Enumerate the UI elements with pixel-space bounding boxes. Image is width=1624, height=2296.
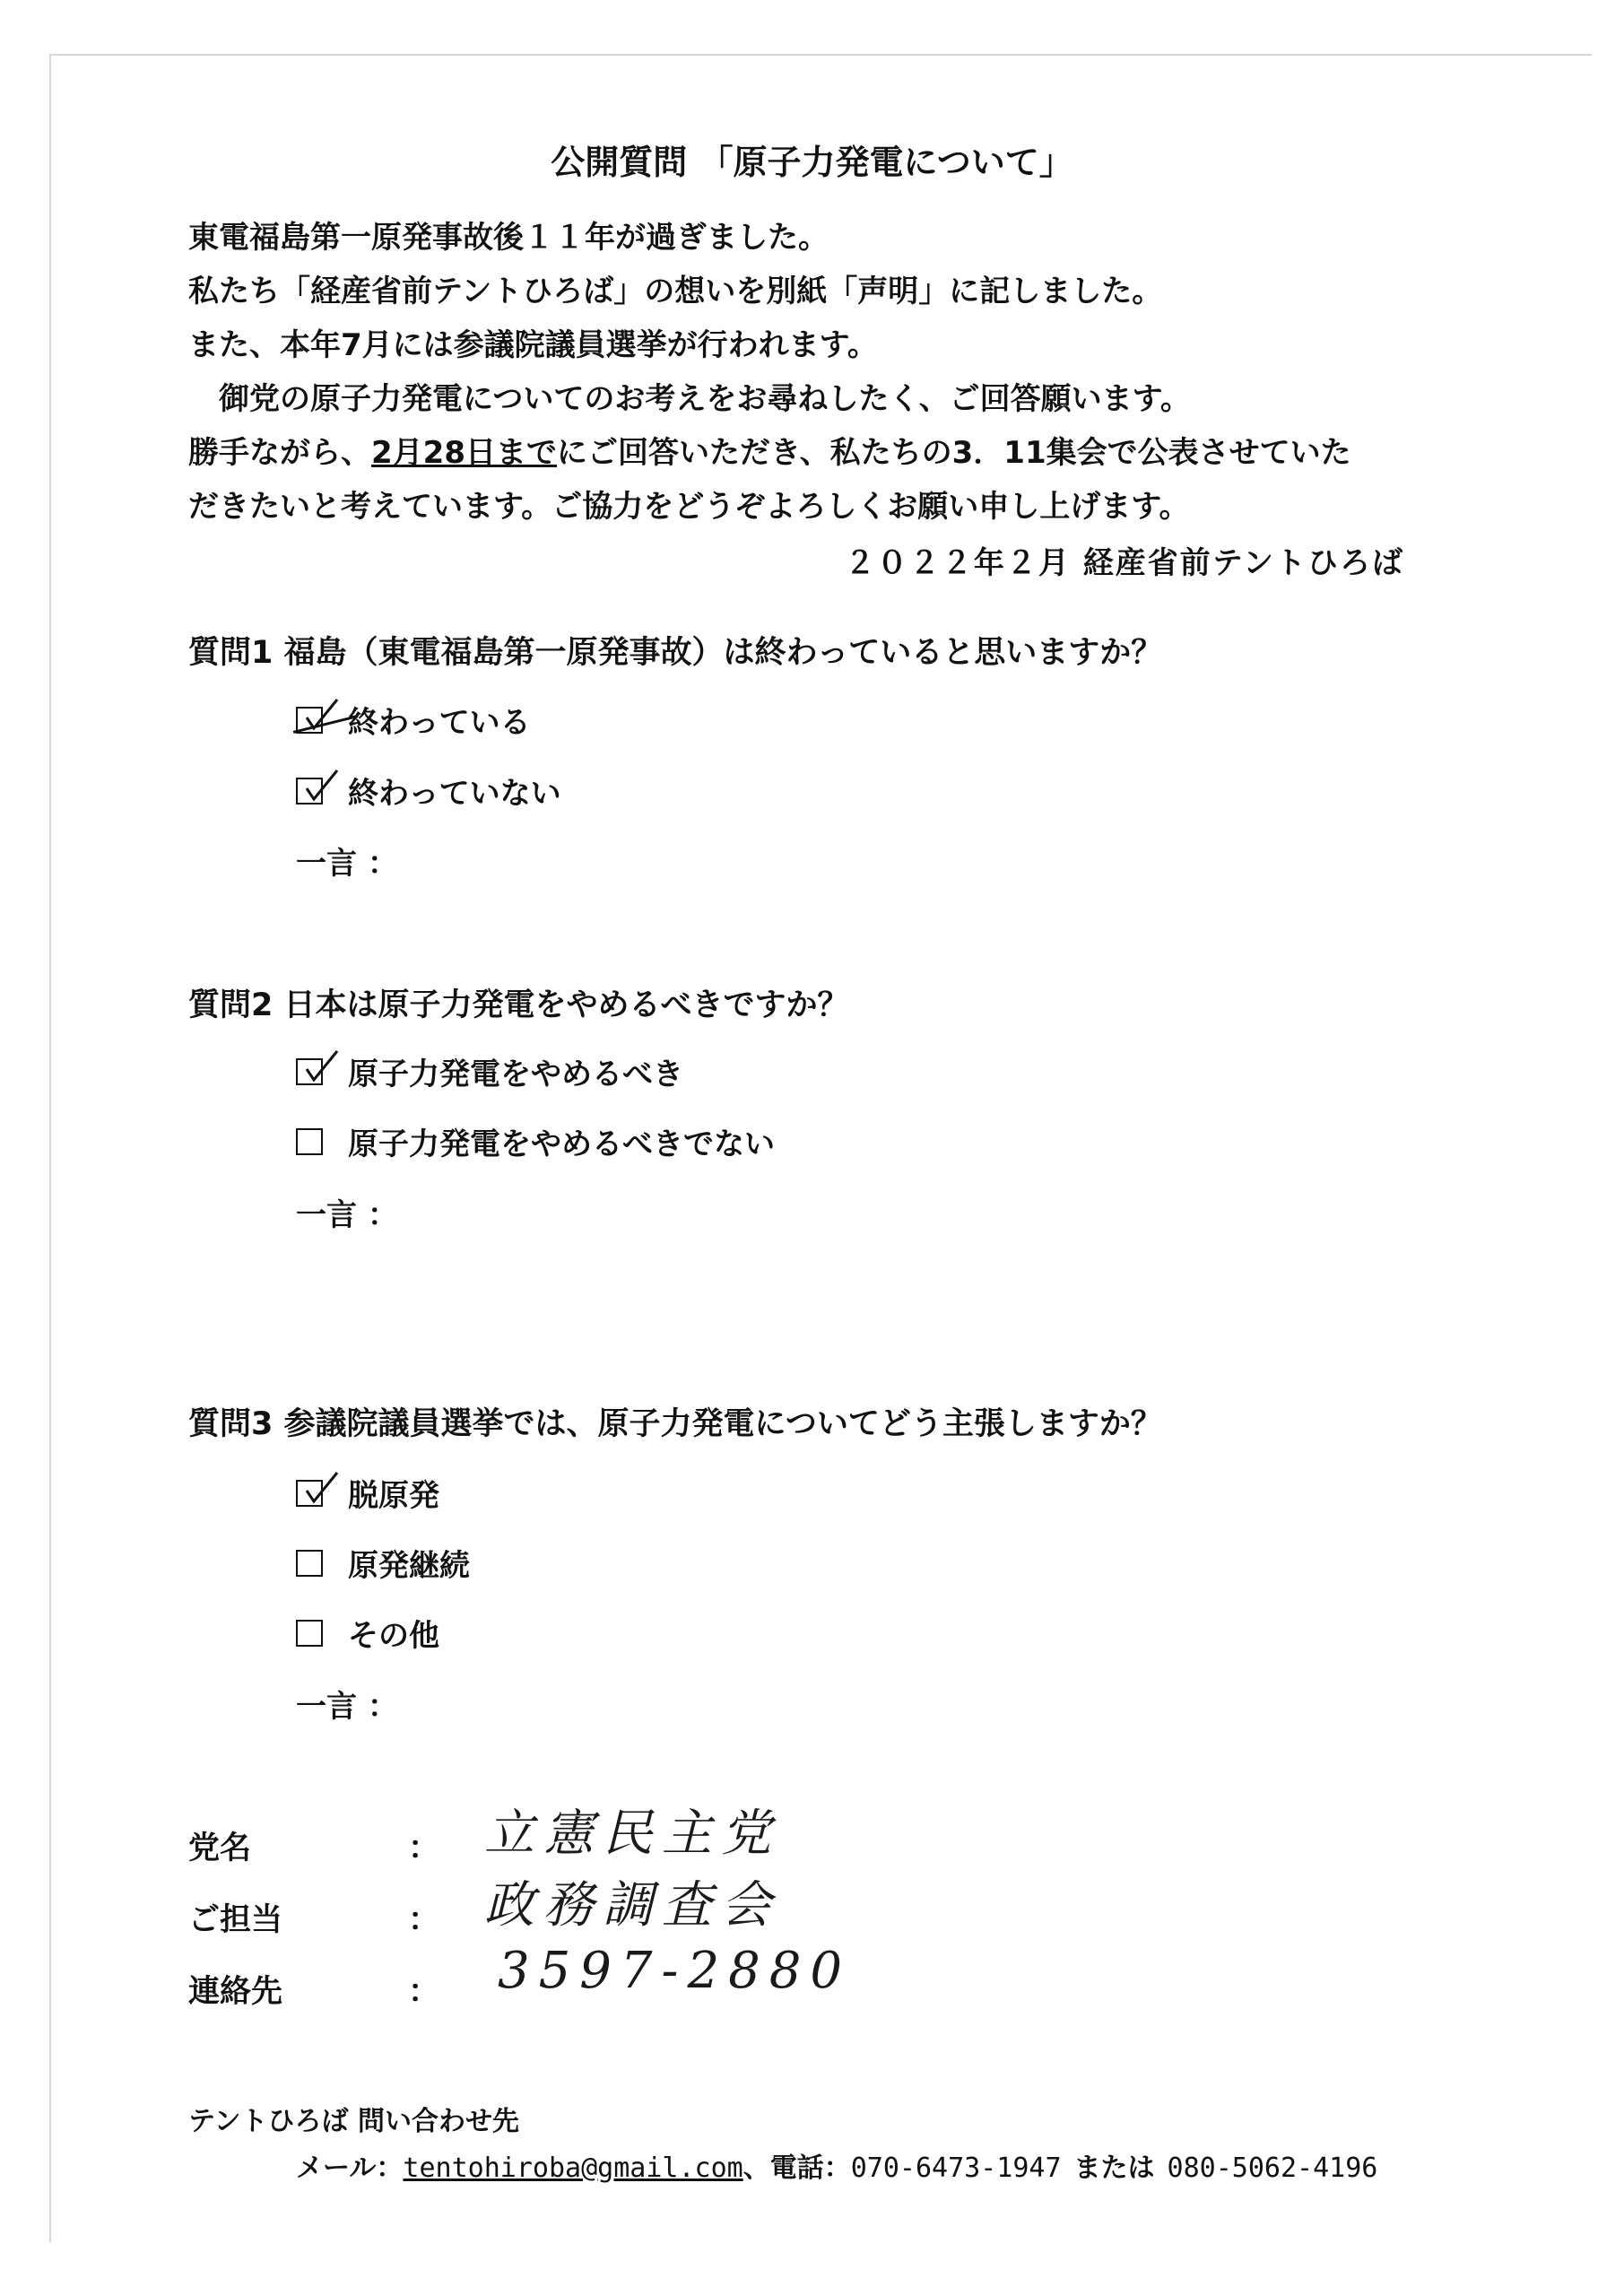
question-3-option-1[interactable] (296, 1471, 439, 1515)
check-icon (303, 694, 339, 734)
checkbox-checked[interactable] (296, 1480, 323, 1507)
option-label: 原子力発電をやめるべき (348, 1057, 683, 1092)
question-1-option-1[interactable] (296, 698, 531, 742)
question-3-comment-label: 一言 ： (296, 1689, 398, 1725)
question-2-option-2[interactable] (296, 1119, 775, 1163)
scan-edge-top (49, 54, 1592, 56)
phone-colon: ： (408, 1974, 440, 2010)
contact-person-label: ご担当 (188, 1902, 283, 1938)
date-signature: ２０２２年２月 経産省前テントひろば (844, 545, 1404, 581)
checkbox-checked[interactable] (296, 1058, 323, 1085)
option-label: 終わっている (348, 705, 531, 741)
intro-line-5-post: にご回答いただき、私たちの3．11集会で公表させていた (556, 435, 1351, 471)
phone-number-1: 070-6473-1947 (850, 2152, 1062, 2184)
email-link[interactable]: tentohiroba@gmail.com (403, 2152, 743, 2184)
option-label: 終わっていない (348, 776, 561, 812)
intro-line-4: 御党の原子力発電についてのお考えをお尋ねしたく、ご回答願います。 (219, 381, 1191, 417)
question-3-option-3[interactable] (296, 1611, 439, 1655)
contact-person-colon: ： (408, 1902, 440, 1938)
question-2-comment-label: 一言 ： (296, 1197, 398, 1233)
question-2-option-1[interactable] (296, 1049, 683, 1093)
option-label: 原発継続 (348, 1548, 470, 1584)
intro-line-5 (188, 426, 1351, 480)
phone-label-footer: 、電話： (743, 2152, 851, 2184)
party-name-label: 党名 (188, 1831, 252, 1866)
footer-heading: テントひろば 問い合わせ先 (188, 2106, 519, 2137)
option-label: 脱原発 (348, 1478, 439, 1514)
intro-line-5-pre: 勝手ながら、 (188, 435, 371, 471)
option-label: 原子力発電をやめるべきでない (348, 1126, 775, 1162)
checkbox-unchecked[interactable] (296, 1550, 323, 1577)
question-3-option-2[interactable] (296, 1541, 470, 1585)
or-label: または (1073, 2152, 1155, 2184)
party-name-colon: ： (408, 1831, 440, 1866)
phone-number-2: 080-5062-4196 (1167, 2152, 1378, 2184)
intro-line-1: 東電福島第一原発事故後１１年が過ぎました。 (188, 220, 829, 256)
party-name-value: 立憲民主党 (484, 1805, 780, 1863)
contact-person-value: 政務調査会 (484, 1876, 780, 1935)
footer-contact-line (296, 2145, 1377, 2185)
scan-edge-left (49, 54, 51, 2242)
check-icon (303, 1467, 339, 1507)
mail-label: メール： (296, 2152, 404, 2184)
question-1-label: 質問1 福島（東電福島第一原発事故）は終わっていると思いますか？ (188, 635, 1163, 671)
checkbox-unchecked[interactable] (296, 1620, 323, 1647)
question-2-label: 質問2 日本は原子力発電をやめるべきですか？ (188, 987, 849, 1023)
question-1-comment-label: 一言 ： (296, 846, 398, 882)
phone-value: 3597-2880 (498, 1942, 851, 2000)
intro-line-3: また、本年7月には参議院議員選挙が行われます。 (188, 327, 878, 363)
intro-paragraph (188, 211, 1351, 534)
intro-line-2: 私たち「経産省前テントひろば」の想いを別紙「声明」に記しました。 (188, 274, 1163, 309)
checkbox-checked[interactable] (296, 778, 323, 804)
question-3-label: 質問3 参議院議員選挙では、原子力発電についてどう主張しますか？ (188, 1406, 1162, 1442)
checkbox-struck[interactable] (296, 707, 323, 734)
phone-label: 連絡先 (188, 1974, 283, 2010)
option-label: その他 (348, 1618, 439, 1654)
check-icon (303, 1046, 339, 1085)
check-icon (303, 765, 339, 804)
page-title: 公開質問 「原子力発電について」 (551, 143, 1073, 182)
deadline-date: 2月28日まで (371, 435, 557, 471)
checkbox-unchecked[interactable] (296, 1128, 323, 1155)
intro-line-6: だきたいと考えています。ご協力をどうぞよろしくお願い申し上げます。 (188, 489, 1190, 525)
question-1-option-2[interactable] (296, 769, 561, 813)
